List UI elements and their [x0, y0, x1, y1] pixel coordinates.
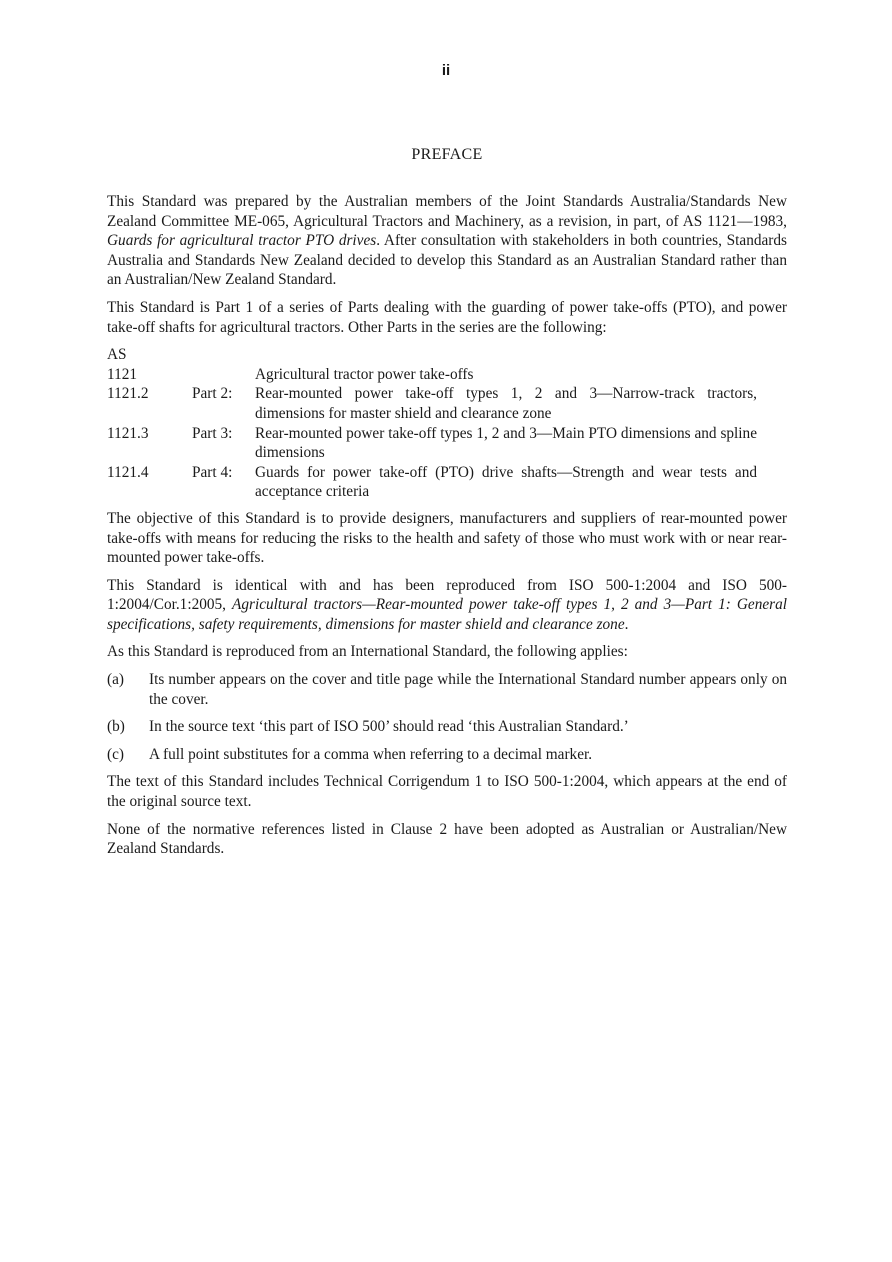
- parts-row: [107, 384, 757, 423]
- preface-content: [107, 145, 787, 867]
- part-label: Part 2:: [192, 385, 233, 403]
- part-title: Rear-mounted power take-off types 1, 2 and 3—Narrow-track tractors, dimensions for master shield and clearance zone: [255, 385, 757, 422]
- parts-row: [107, 424, 757, 463]
- parts-row: [107, 463, 757, 502]
- applies-list: [107, 670, 787, 764]
- parts-table: [107, 345, 757, 502]
- identical-paragraph: [107, 576, 787, 635]
- list-item-text: Its number appears on the cover and title page while the International Standard number appears only on the cover.: [149, 671, 787, 708]
- parts-header-as: AS: [107, 346, 127, 364]
- list-item-label: (a): [107, 671, 124, 689]
- intro-paragraph: [107, 192, 787, 290]
- part-number: 1121.3: [107, 424, 149, 442]
- part-number: 1121: [107, 365, 138, 383]
- parts-row: [107, 365, 757, 385]
- part-title: Agricultural tractor power take-offs: [255, 365, 474, 383]
- part-title: Rear-mounted power take-off types 1, 2 and 3—Main PTO dimensions and spline dimensions: [255, 424, 757, 462]
- intro-italic-title: Guards for agricultural tractor PTO drives: [107, 232, 377, 250]
- part-number: 1121.4: [107, 463, 149, 481]
- list-item: [107, 670, 787, 709]
- list-item-label: (c): [107, 745, 124, 763]
- list-item-label: (b): [107, 718, 125, 736]
- identical-italic-title: Agricultural tractors—Rear-mounted power take-off types 1, 2 and 3—Part 1: General specifications, safety requirements, dimensions for master shield and clearance zone: [107, 596, 787, 633]
- part-label: Part 3:: [192, 424, 233, 442]
- applies-paragraph: As this Standard is reproduced from an International Standard, the following applies:: [107, 643, 628, 661]
- list-item-text: A full point substitutes for a comma when referring to a decimal marker.: [149, 745, 593, 763]
- parts-header-row: [107, 345, 757, 365]
- part-label: [192, 365, 255, 385]
- part-label: Part 4:: [192, 463, 233, 481]
- list-item: [107, 717, 787, 737]
- identical-text-a: This Standard is identical with and has been reproduced from ISO 500-1:2004 and ISO 500-1:2004/Cor.1:2005,: [107, 576, 787, 614]
- objective-paragraph: The objective of this Standard is to provide designers, manufacturers and suppliers of rear-mounted power take-offs with means for reducing the risks to the health and safety of those who must work with or near rear-mounted power take-offs.: [107, 509, 787, 567]
- intro-text-b: . After consultation with stakeholders in both countries, Standards Australia and Standards New Zealand decided to develop this Standard as an Australian Standard rather than an Australian/New Zealand Standard.: [107, 232, 787, 289]
- corrigendum-paragraph: The text of this Standard includes Technical Corrigendum 1 to ISO 500-1:2004, which appears at the end of the original source text.: [107, 773, 787, 811]
- normative-references-paragraph: None of the normative references listed in Clause 2 have been adopted as Australian or Australian/New Zealand Standards.: [107, 820, 787, 858]
- part-number: 1121.2: [107, 385, 149, 403]
- page-number: ii: [441, 62, 451, 79]
- list-item: [107, 745, 787, 765]
- preface-heading: PREFACE: [411, 146, 483, 163]
- list-item-text: In the source text ‘this part of ISO 500’ should read ‘this Australian Standard.’: [149, 718, 629, 736]
- series-paragraph: This Standard is Part 1 of a series of Parts dealing with the guarding of power take-offs (PTO), and power take-off shafts for agricultural tractors. Other Parts in the series are the following:: [107, 298, 787, 336]
- identical-text-b: .: [624, 615, 629, 633]
- part-title: Guards for power take-off (PTO) drive shafts—Strength and wear tests and acceptance criteria: [255, 463, 757, 501]
- intro-text-a: This Standard was prepared by the Australian members of the Joint Standards Australia/Standards New Zealand Committee ME-065, Agricultural Tractors and Machinery, as a revision, in part, of AS 1121—1983,: [107, 193, 787, 230]
